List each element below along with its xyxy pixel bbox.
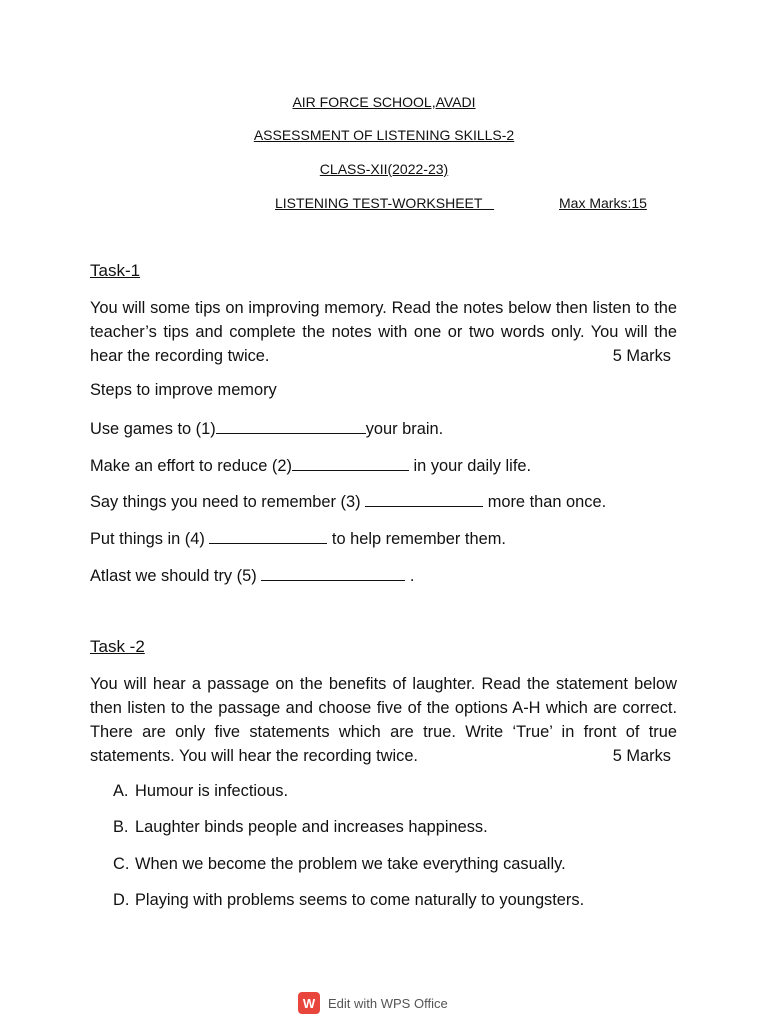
- option-letter: B.: [113, 818, 129, 836]
- option-c: [113, 855, 566, 874]
- task2-title: Task -2: [90, 637, 145, 656]
- option-b: [113, 818, 488, 837]
- task1-item-2: Make an effort to reduce (2) in your daily life.: [90, 457, 532, 475]
- task2-marks: 5 Marks: [612, 747, 671, 765]
- school-name: AIR FORCE SCHOOL,AVADI: [292, 94, 476, 110]
- class-year: CLASS-XII(2022-23): [319, 161, 449, 177]
- option-text: Humour is infectious.: [135, 782, 289, 800]
- task1-heading: Steps to improve memory: [90, 381, 277, 399]
- option-text: Laughter binds people and increases happiness.: [135, 818, 488, 836]
- task1-title: Task-1: [90, 261, 141, 280]
- option-text: Playing with problems seems to come naturally to youngsters.: [135, 891, 585, 909]
- task1-item-1: Use games to (1) your brain.: [90, 420, 444, 438]
- option-letter: C.: [113, 855, 130, 873]
- wps-logo-icon: W: [298, 992, 320, 1014]
- max-marks: Max Marks:15: [559, 195, 647, 211]
- task1-marks: 5 Marks: [612, 347, 671, 365]
- task1-instructions: You will some tips on improving memory. Read the notes below then listen to the teacher’s tips and complete the notes with one or two words only. You will the hear the recording twice. 5 Marks: [90, 296, 677, 368]
- option-letter: D.: [113, 891, 130, 909]
- answer-blank-2[interactable]: [292, 456, 409, 471]
- answer-blank-5[interactable]: [261, 566, 405, 581]
- worksheet-title: LISTENING TEST-WORKSHEET: [275, 195, 483, 211]
- answer-blank-3[interactable]: [365, 492, 483, 507]
- answer-blank-4[interactable]: [209, 529, 327, 544]
- task1-item-5: Atlast we should try (5) .: [90, 567, 415, 585]
- option-d: [113, 891, 584, 910]
- task1-item-3: Say things you need to remember (3) more than once.: [90, 493, 607, 511]
- option-letter: A.: [113, 782, 129, 800]
- answer-blank-1[interactable]: [216, 419, 366, 434]
- option-text: When we become the problem we take everything casually.: [135, 855, 566, 873]
- task2-instructions: You will hear a passage on the benefits of laughter. Read the statement below then listen to the passage and choose five of the options A-H which are correct. There are only five statements which are true. Write ‘True’ in front of true statements. You will hear the recording twice. 5 Marks: [90, 672, 677, 768]
- option-a: [113, 782, 288, 801]
- edit-with-wps-button[interactable]: [298, 991, 448, 1015]
- assessment-title: ASSESSMENT OF LISTENING SKILLS-2: [253, 127, 515, 143]
- wps-edit-label: Edit with WPS Office: [328, 995, 448, 1011]
- task1-item-4: Put things in (4) to help remember them.: [90, 530, 506, 548]
